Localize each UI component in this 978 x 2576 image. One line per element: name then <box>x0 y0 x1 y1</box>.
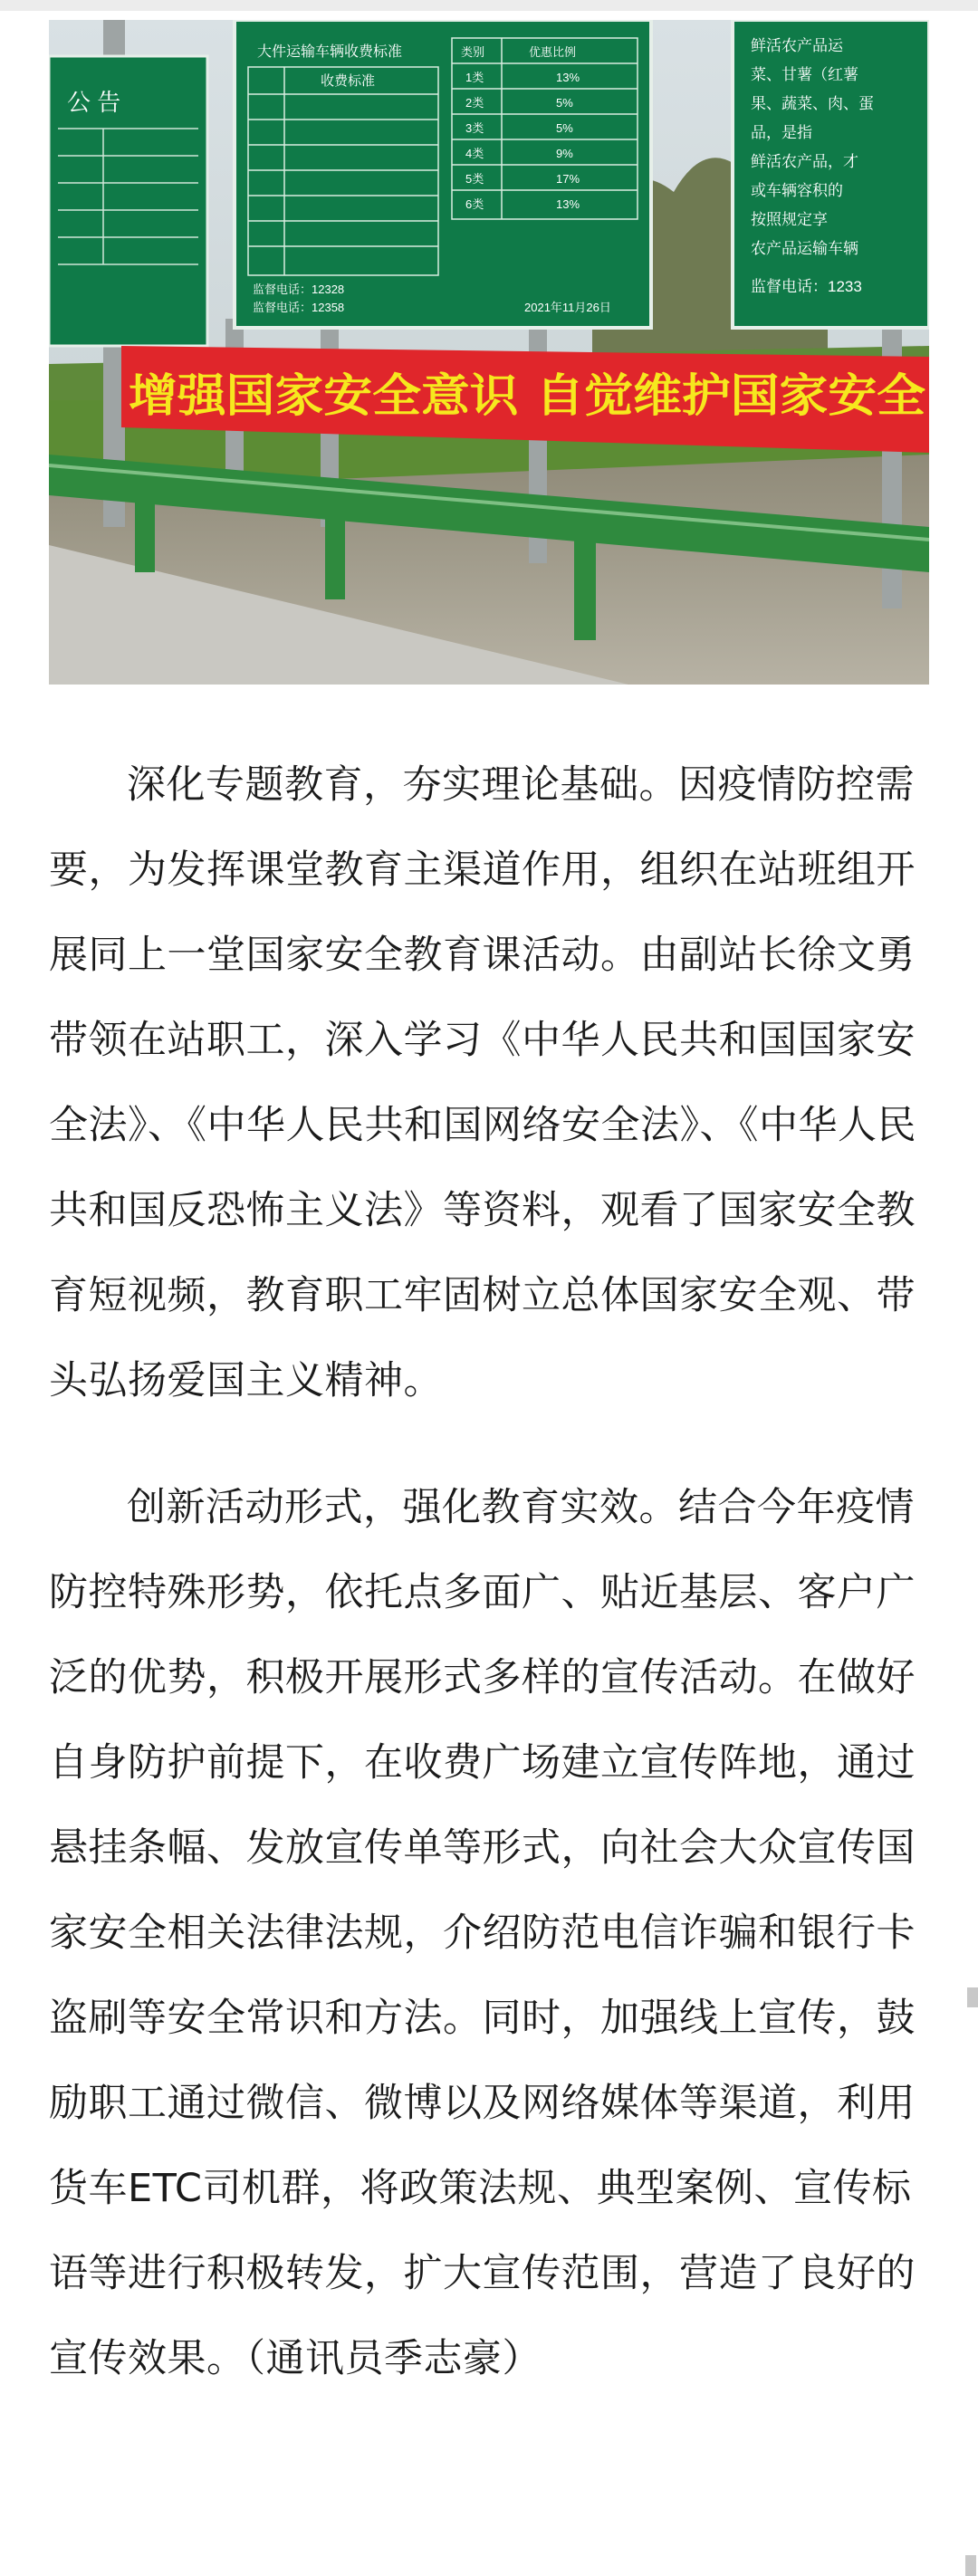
rate-header-percent: 优惠比例 <box>529 45 577 59</box>
svg-text:监督电话：1233: 监督电话：1233 <box>751 278 862 295</box>
paragraph-2: 创新活动形式，强化教育实效。结合今年疫情防控特殊形势，依托点多面广、贴近基层、客户广泛的优势，积极开展形式多样的宣传活动。在做好自身防护前提下，在收费广场建立宣传阵地，通过悬挂条幅、发放宣传单等形式，向社会大众宣传国家安全相关法律法规，介绍防范电信诈骗和银行卡盗刷等安全常识和方法。同时，加强线上宣传，鼓励职工通过微信、微博以及网络媒体等渠道，利用货车ETC司机群，将政策法规、典型案例、宣传标语等进行积极转发，扩大宣传范围，营造了良好的宣传效果。（通讯员季志豪） <box>49 1485 916 2381</box>
svg-text:鲜活农产品，才: 鲜活农产品，才 <box>751 153 858 170</box>
svg-text:5%: 5% <box>556 121 573 135</box>
svg-text:或车辆容积的: 或车辆容积的 <box>751 182 843 199</box>
svg-text:3类: 3类 <box>465 121 484 135</box>
scrollbar-thumb-bottom[interactable] <box>965 2555 976 2576</box>
svg-text:9%: 9% <box>556 147 573 160</box>
svg-text:果、蔬菜、肉、蛋: 果、蔬菜、肉、蛋 <box>751 95 874 112</box>
svg-text:13%: 13% <box>556 197 580 211</box>
sign-date: 2021年11月26日 <box>524 301 611 314</box>
svg-text:5%: 5% <box>556 96 573 110</box>
rate-header-category: 类别 <box>461 45 485 59</box>
top-bar <box>0 0 978 11</box>
svg-text:农产品运输车辆: 农产品运输车辆 <box>751 240 858 257</box>
sign-table-title: 大件运输车辆收费标准 <box>257 44 403 60</box>
left-sign <box>49 56 207 346</box>
paragraph-1: 深化专题教育，夯实理论基础。因疫情防控需要，为发挥课堂教育主渠道作用，组织在站班组开展同上一堂国家安全教育课活动。由副站长徐文勇带领在站职工，深入学习《中华人民共和国国家安全法》、《中华人民共和国网络安全法》、《中华人民共和国反恐怖主义法》等资料，观看了国家安全教育短视频，教育职工牢固树立总体国家安全观、带头弘扬爱国主义精神。 <box>49 762 916 1403</box>
svg-text:品，是指: 品，是指 <box>751 124 812 141</box>
sign-table-header: 收费标准 <box>321 73 376 89</box>
svg-text:6类: 6类 <box>465 197 484 211</box>
article-photo <box>49 20 929 685</box>
sign-phone-1: 监督电话：12328 <box>253 282 345 296</box>
left-sign-title: 公 告 <box>67 89 121 116</box>
scrollbar-thumb[interactable] <box>967 1987 978 2007</box>
svg-text:2类: 2类 <box>465 96 484 110</box>
svg-text:4类: 4类 <box>465 147 484 160</box>
svg-text:菜、甘薯（红薯: 菜、甘薯（红薯 <box>751 66 858 83</box>
article-body <box>49 742 936 2401</box>
svg-text:5类: 5类 <box>465 172 484 186</box>
svg-text:1类: 1类 <box>465 71 484 84</box>
banner-text: 增强国家安全意识 自觉维护国家安全 <box>129 369 925 422</box>
sign-phone-2: 监督电话：12358 <box>253 301 345 314</box>
svg-text:17%: 17% <box>556 172 580 186</box>
svg-text:13%: 13% <box>556 71 580 84</box>
svg-text:按照规定享: 按照规定享 <box>751 211 828 228</box>
right-sign <box>733 20 929 328</box>
svg-text:鲜活农产品运: 鲜活农产品运 <box>751 37 843 54</box>
middle-sign <box>235 20 651 328</box>
